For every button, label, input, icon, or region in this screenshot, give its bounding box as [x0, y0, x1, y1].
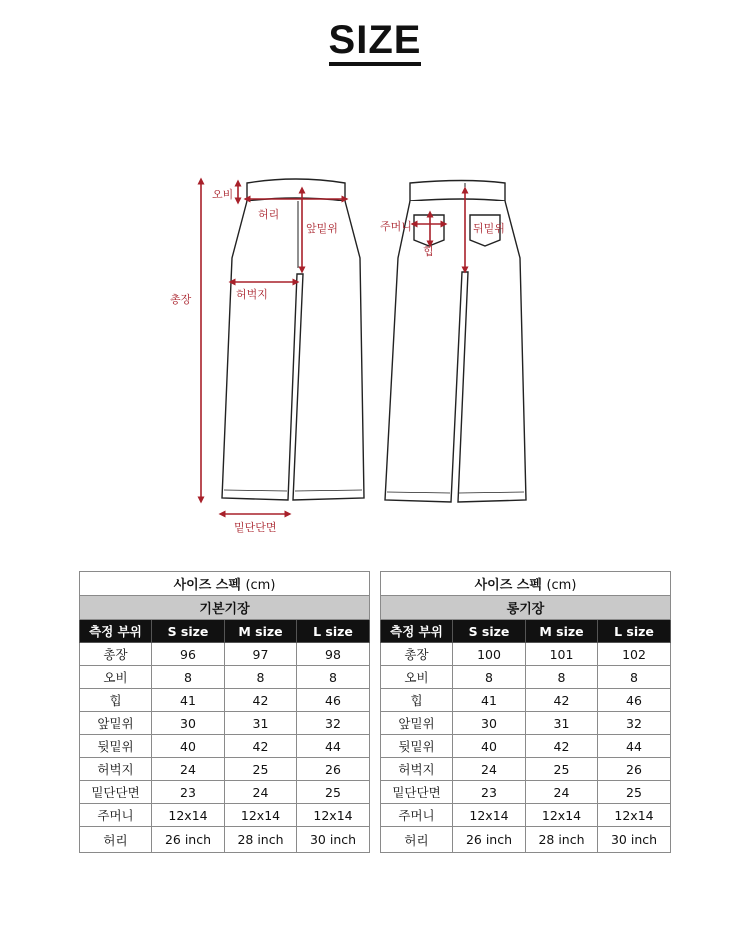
label-back-rise: 뒤밑위 [473, 222, 505, 235]
table-cell: 30 [453, 712, 526, 735]
row-label: 앞밑위 [80, 712, 152, 735]
table-row [80, 781, 370, 804]
table-cell: 12x14 [526, 804, 598, 827]
table-cell: 28 inch [225, 827, 297, 853]
table-cell: 24 [225, 781, 297, 804]
table-cell: 24 [526, 781, 598, 804]
table-cell: 46 [297, 689, 370, 712]
table-cell: 24 [152, 758, 225, 781]
table-cell: 30 inch [598, 827, 671, 853]
table-row [80, 689, 370, 712]
row-label: 총장 [381, 643, 453, 666]
label-hem: 밑단단면 [234, 521, 277, 534]
table-cell: 25 [225, 758, 297, 781]
row-label: 밑단단면 [80, 781, 152, 804]
table-cell: 32 [598, 712, 671, 735]
row-label: 허벅지 [381, 758, 453, 781]
table-cell: 46 [598, 689, 671, 712]
table-cell: 25 [526, 758, 598, 781]
label-total-length: 총장 [170, 293, 192, 306]
row-label: 밑단단면 [381, 781, 453, 804]
label-pocket: 주머니 [380, 220, 412, 233]
table-cell: 97 [225, 643, 297, 666]
table-cell: 8 [598, 666, 671, 689]
table-cell: 12x14 [297, 804, 370, 827]
table-cell: 102 [598, 643, 671, 666]
table-row [381, 827, 671, 853]
row-label: 허벅지 [80, 758, 152, 781]
table-cell: 96 [152, 643, 225, 666]
table-header-row [381, 620, 671, 643]
table-cell: 23 [453, 781, 526, 804]
label-thigh: 허벅지 [236, 288, 268, 301]
table-cell: 98 [297, 643, 370, 666]
table-cell: 8 [453, 666, 526, 689]
table-cell: 25 [598, 781, 671, 804]
table-variant-row [381, 596, 671, 620]
row-label: 뒷밑위 [80, 735, 152, 758]
table-row [381, 758, 671, 781]
table-caption: 사이즈 스펙 (cm) [80, 572, 370, 596]
front-pants-illustration [222, 179, 364, 500]
table-cell: 100 [453, 643, 526, 666]
table-row [381, 712, 671, 735]
table-cell: 40 [152, 735, 225, 758]
table-cell: 40 [453, 735, 526, 758]
column-header: S size [453, 620, 526, 643]
table-row [80, 804, 370, 827]
front-waistband [247, 179, 345, 201]
table-cell: 101 [526, 643, 598, 666]
label-waistband: 오비 [212, 188, 234, 201]
table-cell: 31 [526, 712, 598, 735]
table-caption-row [381, 572, 671, 596]
label-front-rise: 앞밑위 [306, 222, 338, 235]
label-waist: 허리 [258, 208, 280, 221]
table-cell: 32 [297, 712, 370, 735]
table-cell: 44 [297, 735, 370, 758]
table-row [381, 781, 671, 804]
table-row [80, 643, 370, 666]
column-header: M size [526, 620, 598, 643]
table-cell: 8 [297, 666, 370, 689]
table-cell: 24 [453, 758, 526, 781]
back-waistband [410, 181, 505, 202]
row-label: 허리 [381, 827, 453, 853]
column-header: L size [297, 620, 370, 643]
table-cell: 8 [152, 666, 225, 689]
row-label: 힙 [381, 689, 453, 712]
row-label: 주머니 [381, 804, 453, 827]
row-label: 오비 [381, 666, 453, 689]
table-variant: 롱기장 [381, 596, 671, 620]
table-row [381, 804, 671, 827]
table-row [80, 712, 370, 735]
row-label: 주머니 [80, 804, 152, 827]
row-label: 총장 [80, 643, 152, 666]
row-label: 힙 [80, 689, 152, 712]
table-cell: 8 [526, 666, 598, 689]
table-cell: 31 [225, 712, 297, 735]
column-header: 측정 부위 [381, 620, 453, 643]
page-title-text: SIZE [329, 20, 422, 66]
back-body [385, 201, 526, 502]
label-hip: 힙 [423, 245, 434, 258]
table-cell: 44 [598, 735, 671, 758]
front-body [222, 201, 364, 500]
table-cell: 30 inch [297, 827, 370, 853]
row-label: 뒷밑위 [381, 735, 453, 758]
back-pocket-left [414, 215, 444, 246]
table-cell: 23 [152, 781, 225, 804]
table-cell: 41 [152, 689, 225, 712]
table-row [80, 735, 370, 758]
table-cell: 28 inch [526, 827, 598, 853]
table-cell: 42 [526, 735, 598, 758]
column-header: 측정 부위 [80, 620, 152, 643]
table-cell: 42 [526, 689, 598, 712]
table-row [381, 643, 671, 666]
row-label: 오비 [80, 666, 152, 689]
table-variant-row [80, 596, 370, 620]
table-cell: 26 [598, 758, 671, 781]
row-label: 앞밑위 [381, 712, 453, 735]
table-caption-row [80, 572, 370, 596]
size-spec-table-regular [79, 571, 370, 853]
table-row [381, 666, 671, 689]
table-cell: 30 [152, 712, 225, 735]
row-label: 허리 [80, 827, 152, 853]
size-spec-table-long [380, 571, 671, 853]
table-cell: 26 inch [453, 827, 526, 853]
table-row [80, 827, 370, 853]
table-caption: 사이즈 스펙 (cm) [381, 572, 671, 596]
table-row [381, 735, 671, 758]
column-header: S size [152, 620, 225, 643]
table-cell: 26 [297, 758, 370, 781]
table-cell: 42 [225, 735, 297, 758]
table-cell: 12x14 [225, 804, 297, 827]
table-cell: 12x14 [453, 804, 526, 827]
table-cell: 42 [225, 689, 297, 712]
column-header: L size [598, 620, 671, 643]
table-header-row [80, 620, 370, 643]
table-cell: 26 inch [152, 827, 225, 853]
table-variant: 기본기장 [80, 596, 370, 620]
table-row [80, 758, 370, 781]
table-cell: 8 [225, 666, 297, 689]
table-row [80, 666, 370, 689]
column-header: M size [225, 620, 297, 643]
table-cell: 41 [453, 689, 526, 712]
table-cell: 12x14 [152, 804, 225, 827]
table-cell: 25 [297, 781, 370, 804]
table-cell: 12x14 [598, 804, 671, 827]
table-row [381, 689, 671, 712]
